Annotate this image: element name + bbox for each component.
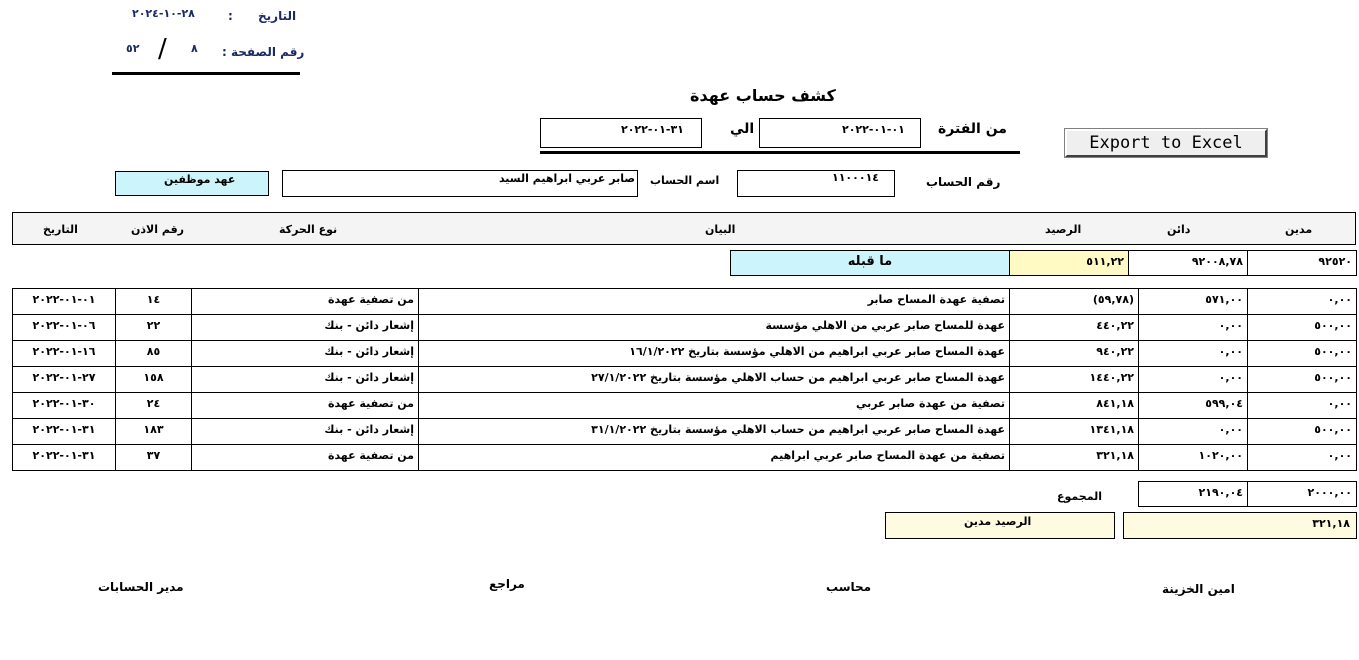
row-movement-type: إشعار دائن - بنك (191, 366, 419, 393)
row-date: ٣١-٠١-٢٠٢٢ (12, 444, 116, 471)
account-category: عهد موظفين (164, 173, 236, 186)
row-debit: ٥٠٠,٠٠ (1247, 314, 1357, 341)
signature-treasurer: امين الخزينة (1162, 582, 1235, 596)
row-voucher-no: ٢٤ (115, 392, 192, 419)
row-description: عهدة للمساح صابر عربي من الاهلي مؤسسة (418, 314, 1010, 341)
table-header (12, 212, 1356, 245)
account-number-value: ١١٠٠٠١٤ (832, 171, 879, 184)
row-movement-type: إشعار دائن - بنك (191, 418, 419, 445)
opening-credit: ٩٢٠٠٨,٧٨ (1128, 250, 1248, 276)
row-movement-type: من تصفية عهدة (191, 444, 419, 471)
row-debit: ٠,٠٠ (1247, 392, 1357, 419)
account-number-field (737, 170, 895, 197)
row-voucher-no: ٢٢ (115, 314, 192, 341)
row-voucher-no: ٣٧ (115, 444, 192, 471)
period-underline (540, 151, 1020, 154)
row-credit: ٠,٠٠ (1138, 314, 1248, 341)
period-from-value: ٠١-٠١-٢٠٢٢ (842, 123, 905, 136)
row-credit: ٠,٠٠ (1138, 366, 1248, 393)
period-to-value: ٣١-٠١-٢٠٢٢ (621, 123, 684, 136)
row-voucher-no: ١٨٣ (115, 418, 192, 445)
report-title: كشف حساب عهدة (690, 86, 836, 105)
account-number-label: رقم الحساب (926, 175, 1001, 189)
row-date: ٠١-٠١-٢٠٢٢ (12, 288, 116, 315)
row-description: تصفية عهدة المساح صابر (418, 288, 1010, 315)
header-underline (112, 72, 300, 75)
row-debit: ٠,٠٠ (1247, 288, 1357, 315)
totals-label: المجموع (1057, 490, 1102, 503)
page-slash: / (158, 34, 167, 64)
row-date: ١٦-٠١-٢٠٢٢ (12, 340, 116, 367)
closing-balance-label-box (885, 512, 1115, 539)
row-date: ٣١-٠١-٢٠٢٢ (12, 418, 116, 445)
signature-accountant: محاسب (826, 580, 872, 594)
row-movement-type: من تصفية عهدة (191, 288, 419, 315)
page-total: ٥٢ (126, 42, 140, 55)
row-balance: ٩٤٠,٢٢ (1009, 340, 1139, 367)
col-date: التاريخ (43, 223, 78, 236)
row-balance: ٤٤٠,٢٢ (1009, 314, 1139, 341)
date-label: التاريخ (258, 9, 297, 23)
report-date: ٢٨-١٠-٢٠٢٤ (132, 7, 195, 20)
row-voucher-no: ٨٥ (115, 340, 192, 367)
account-name-value: صابر عربي ابراهيم السيد (498, 172, 635, 185)
closing-balance-label: الرصيد مدين (964, 515, 1032, 528)
signature-reviewer: مراجع (489, 577, 525, 591)
row-voucher-no: ١٤ (115, 288, 192, 315)
row-voucher-no: ١٥٨ (115, 366, 192, 393)
account-category-field (115, 171, 269, 196)
page-label: رقم الصفحة : (222, 45, 305, 59)
page-current: ٨ (191, 42, 198, 55)
col-description: البيان (705, 223, 736, 236)
account-name-field (282, 170, 638, 197)
row-description: عهدة المساح صابر عربي ابراهيم من الاهلي مؤسسة بتاريخ ١٦/١/٢٠٢٢ (418, 340, 1010, 367)
opening-debit: ٩٢٥٢٠ (1247, 250, 1357, 276)
row-balance: ١٤٤٠,٢٢ (1009, 366, 1139, 393)
row-debit: ٠,٠٠ (1247, 444, 1357, 471)
row-movement-type: من تصفية عهدة (191, 392, 419, 419)
row-description: عهدة المساح صابر عربي ابراهيم من حساب الاهلي مؤسسة بتاريخ ٢٧/١/٢٠٢٢ (418, 366, 1010, 393)
closing-balance-value: ٣٢١,١٨ (1123, 512, 1357, 539)
period-to-label: الي (730, 121, 755, 137)
col-movement-type: نوع الحركة (279, 223, 338, 236)
opening-balance: ٥١١,٢٢ (1009, 250, 1129, 276)
export-to-excel-button[interactable]: Export to Excel (1065, 129, 1267, 157)
row-description: تصفية من عهدة المساح صابر عربي ابراهيم (418, 444, 1010, 471)
row-debit: ٥٠٠,٠٠ (1247, 340, 1357, 367)
col-debit: مدين (1285, 223, 1313, 236)
period-from-label: من الفترة (938, 121, 1007, 137)
row-description: عهدة المساح صابر عربي ابراهيم من حساب الاهلي مؤسسة بتاريخ ٣١/١/٢٠٢٢ (418, 418, 1010, 445)
row-date: ٠٦-٠١-٢٠٢٢ (12, 314, 116, 341)
row-balance: ٣٢١,١٨ (1009, 444, 1139, 471)
row-credit: ٥٩٩,٠٤ (1138, 392, 1248, 419)
row-date: ٢٧-٠١-٢٠٢٢ (12, 366, 116, 393)
row-debit: ٥٠٠,٠٠ (1247, 366, 1357, 393)
opening-label: ما قبله (730, 250, 1010, 276)
totals-credit: ٢١٩٠,٠٤ (1138, 481, 1248, 507)
row-balance: (٥٩,٧٨) (1009, 288, 1139, 315)
signature-accounts-manager: مدير الحسابات (98, 580, 184, 594)
col-voucher-no: رقم الاذن (131, 223, 184, 236)
totals-debit: ٢٠٠٠,٠٠ (1247, 481, 1357, 507)
period-from-field (759, 118, 921, 148)
row-credit: ٥٧١,٠٠ (1138, 288, 1248, 315)
row-movement-type: إشعار دائن - بنك (191, 340, 419, 367)
row-balance: ٨٤١,١٨ (1009, 392, 1139, 419)
row-debit: ٥٠٠,٠٠ (1247, 418, 1357, 445)
row-description: تصفية من عهدة صابر عربي (418, 392, 1010, 419)
period-to-field (540, 118, 702, 148)
row-balance: ١٣٤١,١٨ (1009, 418, 1139, 445)
row-date: ٣٠-٠١-٢٠٢٢ (12, 392, 116, 419)
row-credit: ٠,٠٠ (1138, 340, 1248, 367)
date-colon: : (228, 9, 233, 23)
row-credit: ١٠٢٠,٠٠ (1138, 444, 1248, 471)
col-credit: دائن (1167, 223, 1191, 236)
row-movement-type: إشعار دائن - بنك (191, 314, 419, 341)
row-credit: ٠,٠٠ (1138, 418, 1248, 445)
col-balance: الرصيد (1045, 223, 1082, 236)
account-name-label: اسم الحساب (650, 174, 720, 187)
